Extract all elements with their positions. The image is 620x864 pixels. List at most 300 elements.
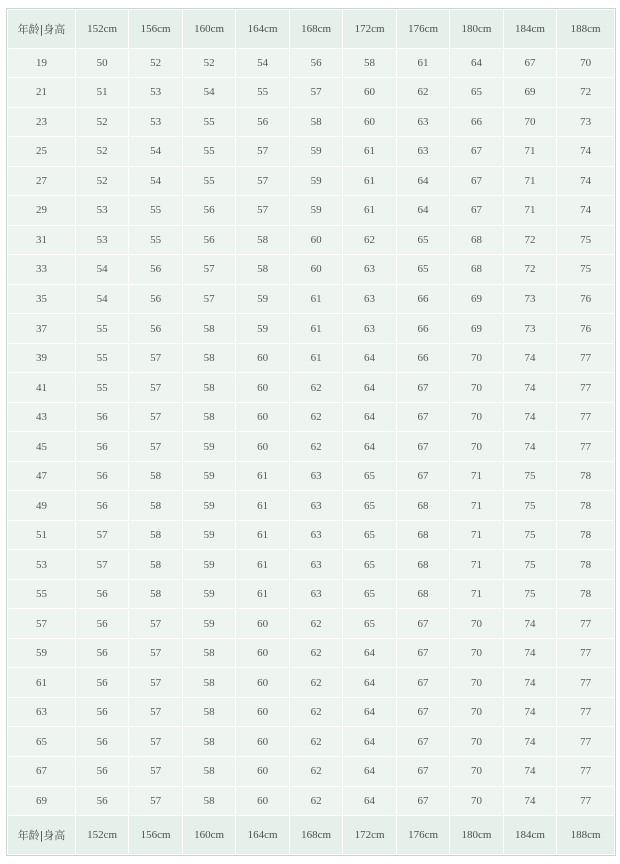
- weight-cell: 60: [236, 402, 289, 432]
- weight-cell: 60: [236, 697, 289, 727]
- weight-cell: 70: [450, 727, 503, 757]
- weight-cell: 56: [129, 314, 182, 344]
- weight-cell: 73: [557, 107, 615, 137]
- weight-cell: 66: [396, 343, 449, 373]
- weight-cell: 68: [396, 550, 449, 580]
- weight-cell: 52: [75, 166, 128, 196]
- weight-cell: 74: [503, 668, 556, 698]
- weight-cell: 65: [343, 579, 396, 609]
- weight-cell: 65: [343, 520, 396, 550]
- age-cell: 41: [8, 373, 76, 403]
- header-corner-label: 年龄|身高: [8, 10, 76, 49]
- footer-height-7: 180cm: [450, 816, 503, 855]
- weight-cell: 78: [557, 520, 615, 550]
- weight-cell: 74: [503, 343, 556, 373]
- weight-cell: 70: [450, 786, 503, 816]
- header-height-3: 164cm: [236, 10, 289, 49]
- table-row: [8, 402, 615, 432]
- weight-cell: 67: [396, 638, 449, 668]
- table-row: [8, 343, 615, 373]
- weight-cell: 62: [289, 786, 342, 816]
- age-cell: 53: [8, 550, 76, 580]
- header-height-6: 176cm: [396, 10, 449, 49]
- age-cell: 39: [8, 343, 76, 373]
- weight-cell: 70: [557, 48, 615, 78]
- weight-cell: 58: [129, 491, 182, 521]
- footer-height-8: 184cm: [503, 816, 556, 855]
- weight-cell: 75: [503, 520, 556, 550]
- weight-cell: 65: [450, 78, 503, 108]
- weight-cell: 57: [129, 609, 182, 639]
- weight-cell: 55: [75, 314, 128, 344]
- weight-cell: 61: [236, 491, 289, 521]
- weight-cell: 62: [289, 402, 342, 432]
- weight-cell: 54: [75, 284, 128, 314]
- weight-cell: 73: [503, 284, 556, 314]
- weight-cell: 73: [503, 314, 556, 344]
- age-cell: 65: [8, 727, 76, 757]
- weight-cell: 77: [557, 609, 615, 639]
- footer-height-2: 160cm: [182, 816, 235, 855]
- weight-cell: 56: [236, 107, 289, 137]
- table-row: [8, 225, 615, 255]
- weight-cell: 57: [129, 668, 182, 698]
- weight-cell: 59: [289, 137, 342, 167]
- table-row: [8, 284, 615, 314]
- weight-cell: 64: [396, 166, 449, 196]
- weight-cell: 64: [343, 727, 396, 757]
- weight-cell: 56: [75, 491, 128, 521]
- weight-cell: 70: [450, 432, 503, 462]
- table-row: [8, 48, 615, 78]
- weight-cell: 59: [182, 432, 235, 462]
- weight-cell: 59: [182, 461, 235, 491]
- age-cell: 29: [8, 196, 76, 226]
- weight-cell: 75: [503, 461, 556, 491]
- weight-cell: 67: [396, 373, 449, 403]
- weight-cell: 52: [182, 48, 235, 78]
- weight-cell: 55: [182, 166, 235, 196]
- weight-cell: 56: [75, 697, 128, 727]
- weight-cell: 67: [396, 402, 449, 432]
- weight-cell: 59: [236, 314, 289, 344]
- weight-cell: 65: [343, 461, 396, 491]
- weight-cell: 62: [289, 609, 342, 639]
- weight-cell: 67: [396, 756, 449, 786]
- weight-cell: 77: [557, 343, 615, 373]
- weight-cell: 66: [396, 284, 449, 314]
- weight-cell: 78: [557, 550, 615, 580]
- weight-cell: 52: [129, 48, 182, 78]
- weight-cell: 72: [557, 78, 615, 108]
- weight-cell: 56: [75, 609, 128, 639]
- weight-table-container: [6, 8, 616, 856]
- age-cell: 35: [8, 284, 76, 314]
- weight-cell: 63: [289, 579, 342, 609]
- weight-cell: 77: [557, 402, 615, 432]
- weight-cell: 71: [503, 166, 556, 196]
- weight-cell: 55: [129, 196, 182, 226]
- weight-cell: 71: [503, 137, 556, 167]
- weight-cell: 62: [289, 638, 342, 668]
- age-cell: 59: [8, 638, 76, 668]
- weight-cell: 62: [289, 756, 342, 786]
- weight-cell: 75: [503, 579, 556, 609]
- weight-cell: 62: [289, 373, 342, 403]
- weight-cell: 68: [396, 520, 449, 550]
- weight-cell: 58: [182, 756, 235, 786]
- age-cell: 33: [8, 255, 76, 285]
- weight-cell: 57: [129, 697, 182, 727]
- weight-cell: 63: [343, 314, 396, 344]
- weight-cell: 57: [129, 373, 182, 403]
- footer-height-5: 172cm: [343, 816, 396, 855]
- weight-cell: 58: [236, 225, 289, 255]
- weight-cell: 57: [129, 343, 182, 373]
- weight-cell: 77: [557, 432, 615, 462]
- weight-cell: 62: [289, 668, 342, 698]
- weight-cell: 58: [182, 343, 235, 373]
- weight-cell: 55: [182, 137, 235, 167]
- weight-cell: 53: [75, 225, 128, 255]
- weight-cell: 60: [236, 373, 289, 403]
- weight-cell: 62: [343, 225, 396, 255]
- weight-cell: 58: [182, 373, 235, 403]
- age-cell: 37: [8, 314, 76, 344]
- weight-cell: 57: [129, 727, 182, 757]
- weight-cell: 55: [129, 225, 182, 255]
- weight-cell: 56: [129, 255, 182, 285]
- footer-height-6: 176cm: [396, 816, 449, 855]
- footer-height-1: 156cm: [129, 816, 182, 855]
- weight-cell: 57: [182, 255, 235, 285]
- table-row: [8, 166, 615, 196]
- weight-cell: 67: [396, 786, 449, 816]
- weight-cell: 68: [396, 579, 449, 609]
- table-row: [8, 255, 615, 285]
- weight-cell: 67: [396, 461, 449, 491]
- weight-cell: 58: [129, 550, 182, 580]
- weight-cell: 65: [343, 609, 396, 639]
- weight-cell: 63: [289, 550, 342, 580]
- weight-cell: 58: [129, 579, 182, 609]
- weight-cell: 62: [396, 78, 449, 108]
- table-row: [8, 609, 615, 639]
- weight-cell: 70: [450, 697, 503, 727]
- weight-cell: 53: [129, 78, 182, 108]
- weight-cell: 67: [396, 609, 449, 639]
- table-row: [8, 196, 615, 226]
- weight-cell: 60: [343, 78, 396, 108]
- weight-cell: 78: [557, 491, 615, 521]
- age-cell: 19: [8, 48, 76, 78]
- weight-cell: 78: [557, 461, 615, 491]
- age-cell: 31: [8, 225, 76, 255]
- weight-cell: 58: [236, 255, 289, 285]
- weight-cell: 74: [503, 786, 556, 816]
- weight-cell: 78: [557, 579, 615, 609]
- header-height-0: 152cm: [75, 10, 128, 49]
- weight-cell: 61: [236, 520, 289, 550]
- weight-cell: 71: [450, 579, 503, 609]
- weight-cell: 72: [503, 225, 556, 255]
- weight-cell: 60: [289, 255, 342, 285]
- weight-cell: 70: [450, 668, 503, 698]
- weight-cell: 70: [450, 373, 503, 403]
- weight-cell: 74: [503, 727, 556, 757]
- weight-cell: 66: [396, 314, 449, 344]
- weight-cell: 57: [75, 520, 128, 550]
- weight-cell: 74: [503, 373, 556, 403]
- weight-cell: 51: [75, 78, 128, 108]
- weight-cell: 58: [182, 402, 235, 432]
- age-cell: 43: [8, 402, 76, 432]
- weight-cell: 56: [75, 756, 128, 786]
- weight-cell: 60: [343, 107, 396, 137]
- weight-cell: 60: [236, 432, 289, 462]
- weight-cell: 66: [450, 107, 503, 137]
- footer-height-9: 188cm: [557, 816, 615, 855]
- weight-cell: 52: [75, 107, 128, 137]
- weight-cell: 67: [450, 166, 503, 196]
- weight-cell: 64: [450, 48, 503, 78]
- weight-cell: 71: [503, 196, 556, 226]
- weight-cell: 63: [289, 491, 342, 521]
- weight-cell: 64: [396, 196, 449, 226]
- weight-cell: 65: [396, 225, 449, 255]
- weight-cell: 71: [450, 461, 503, 491]
- weight-cell: 63: [289, 520, 342, 550]
- weight-cell: 57: [129, 786, 182, 816]
- weight-cell: 61: [236, 579, 289, 609]
- weight-cell: 57: [236, 166, 289, 196]
- header-height-4: 168cm: [289, 10, 342, 49]
- weight-cell: 54: [129, 137, 182, 167]
- weight-cell: 72: [503, 255, 556, 285]
- weight-cell: 56: [182, 196, 235, 226]
- weight-cell: 77: [557, 756, 615, 786]
- weight-cell: 55: [75, 343, 128, 373]
- weight-cell: 60: [236, 786, 289, 816]
- weight-cell: 50: [75, 48, 128, 78]
- weight-cell: 56: [75, 402, 128, 432]
- weight-cell: 67: [450, 196, 503, 226]
- table-row: [8, 314, 615, 344]
- weight-cell: 74: [503, 609, 556, 639]
- weight-cell: 56: [75, 727, 128, 757]
- age-cell: 27: [8, 166, 76, 196]
- weight-cell: 67: [396, 432, 449, 462]
- weight-cell: 74: [557, 166, 615, 196]
- weight-cell: 56: [75, 461, 128, 491]
- weight-cell: 59: [289, 196, 342, 226]
- age-cell: 67: [8, 756, 76, 786]
- weight-cell: 58: [343, 48, 396, 78]
- weight-cell: 74: [503, 697, 556, 727]
- weight-cell: 67: [503, 48, 556, 78]
- table-row: [8, 137, 615, 167]
- weight-cell: 59: [289, 166, 342, 196]
- weight-cell: 70: [450, 343, 503, 373]
- table-body: [8, 10, 615, 855]
- table-row: [8, 461, 615, 491]
- weight-cell: 57: [289, 78, 342, 108]
- weight-cell: 56: [75, 668, 128, 698]
- footer-height-0: 152cm: [75, 816, 128, 855]
- weight-cell: 57: [129, 432, 182, 462]
- weight-cell: 70: [450, 638, 503, 668]
- weight-cell: 60: [236, 343, 289, 373]
- weight-cell: 64: [343, 786, 396, 816]
- weight-cell: 64: [343, 402, 396, 432]
- header-height-1: 156cm: [129, 10, 182, 49]
- footer-corner-label: 年龄|身高: [8, 816, 76, 855]
- weight-cell: 64: [343, 756, 396, 786]
- weight-cell: 59: [182, 609, 235, 639]
- weight-cell: 61: [236, 461, 289, 491]
- age-cell: 49: [8, 491, 76, 521]
- weight-cell: 71: [450, 491, 503, 521]
- weight-cell: 61: [396, 48, 449, 78]
- weight-cell: 53: [75, 196, 128, 226]
- weight-cell: 57: [129, 638, 182, 668]
- weight-cell: 63: [343, 255, 396, 285]
- weight-cell: 61: [343, 137, 396, 167]
- weight-cell: 58: [182, 638, 235, 668]
- weight-cell: 68: [450, 225, 503, 255]
- weight-cell: 63: [289, 461, 342, 491]
- weight-cell: 61: [289, 314, 342, 344]
- table-row: [8, 756, 615, 786]
- table-row: [8, 373, 615, 403]
- age-cell: 23: [8, 107, 76, 137]
- weight-cell: 58: [289, 107, 342, 137]
- weight-cell: 77: [557, 786, 615, 816]
- header-height-2: 160cm: [182, 10, 235, 49]
- header-height-9: 188cm: [557, 10, 615, 49]
- weight-cell: 54: [236, 48, 289, 78]
- weight-cell: 58: [182, 668, 235, 698]
- weight-cell: 58: [129, 461, 182, 491]
- weight-cell: 57: [129, 402, 182, 432]
- weight-cell: 62: [289, 697, 342, 727]
- table-row: [8, 697, 615, 727]
- header-height-8: 184cm: [503, 10, 556, 49]
- age-cell: 57: [8, 609, 76, 639]
- weight-cell: 61: [289, 284, 342, 314]
- weight-cell: 67: [396, 697, 449, 727]
- weight-cell: 70: [503, 107, 556, 137]
- weight-cell: 61: [343, 196, 396, 226]
- weight-cell: 67: [396, 727, 449, 757]
- weight-cell: 64: [343, 638, 396, 668]
- weight-cell: 70: [450, 402, 503, 432]
- weight-cell: 56: [75, 786, 128, 816]
- weight-cell: 57: [182, 284, 235, 314]
- weight-cell: 68: [450, 255, 503, 285]
- weight-cell: 56: [289, 48, 342, 78]
- weight-cell: 56: [75, 579, 128, 609]
- header-height-7: 180cm: [450, 10, 503, 49]
- weight-cell: 53: [129, 107, 182, 137]
- weight-cell: 61: [236, 550, 289, 580]
- weight-cell: 54: [75, 255, 128, 285]
- weight-cell: 59: [236, 284, 289, 314]
- age-cell: 61: [8, 668, 76, 698]
- weight-cell: 60: [236, 727, 289, 757]
- weight-cell: 60: [236, 638, 289, 668]
- weight-cell: 67: [396, 668, 449, 698]
- weight-cell: 70: [450, 756, 503, 786]
- weight-cell: 64: [343, 668, 396, 698]
- weight-cell: 64: [343, 343, 396, 373]
- table-row: [8, 520, 615, 550]
- weight-cell: 55: [75, 373, 128, 403]
- weight-cell: 60: [236, 609, 289, 639]
- weight-cell: 56: [182, 225, 235, 255]
- weight-cell: 74: [503, 638, 556, 668]
- age-cell: 63: [8, 697, 76, 727]
- weight-cell: 57: [129, 756, 182, 786]
- weight-cell: 67: [450, 137, 503, 167]
- footer-height-3: 164cm: [236, 816, 289, 855]
- age-cell: 45: [8, 432, 76, 462]
- age-cell: 51: [8, 520, 76, 550]
- weight-cell: 56: [75, 432, 128, 462]
- table-row: [8, 638, 615, 668]
- weight-cell: 52: [75, 137, 128, 167]
- weight-cell: 54: [129, 166, 182, 196]
- weight-cell: 69: [450, 284, 503, 314]
- table-row: [8, 579, 615, 609]
- weight-cell: 69: [450, 314, 503, 344]
- weight-cell: 75: [503, 491, 556, 521]
- weight-cell: 64: [343, 373, 396, 403]
- weight-height-age-table: [7, 9, 615, 855]
- weight-cell: 63: [396, 137, 449, 167]
- weight-cell: 56: [75, 638, 128, 668]
- weight-cell: 59: [182, 579, 235, 609]
- weight-cell: 57: [75, 550, 128, 580]
- age-cell: 25: [8, 137, 76, 167]
- header-height-5: 172cm: [343, 10, 396, 49]
- weight-cell: 75: [503, 550, 556, 580]
- weight-cell: 77: [557, 668, 615, 698]
- weight-cell: 63: [396, 107, 449, 137]
- weight-cell: 75: [557, 225, 615, 255]
- weight-cell: 77: [557, 373, 615, 403]
- weight-cell: 62: [289, 727, 342, 757]
- weight-cell: 55: [182, 107, 235, 137]
- weight-cell: 75: [557, 255, 615, 285]
- weight-cell: 76: [557, 284, 615, 314]
- table-row: [8, 78, 615, 108]
- table-row: [8, 550, 615, 580]
- weight-cell: 68: [396, 491, 449, 521]
- table-row: [8, 668, 615, 698]
- footer-row: [8, 816, 615, 855]
- header-row: [8, 10, 615, 49]
- weight-cell: 74: [503, 432, 556, 462]
- weight-cell: 71: [450, 550, 503, 580]
- weight-cell: 70: [450, 609, 503, 639]
- age-cell: 69: [8, 786, 76, 816]
- weight-cell: 65: [396, 255, 449, 285]
- weight-cell: 59: [182, 520, 235, 550]
- table-row: [8, 727, 615, 757]
- table-row: [8, 107, 615, 137]
- weight-cell: 58: [182, 697, 235, 727]
